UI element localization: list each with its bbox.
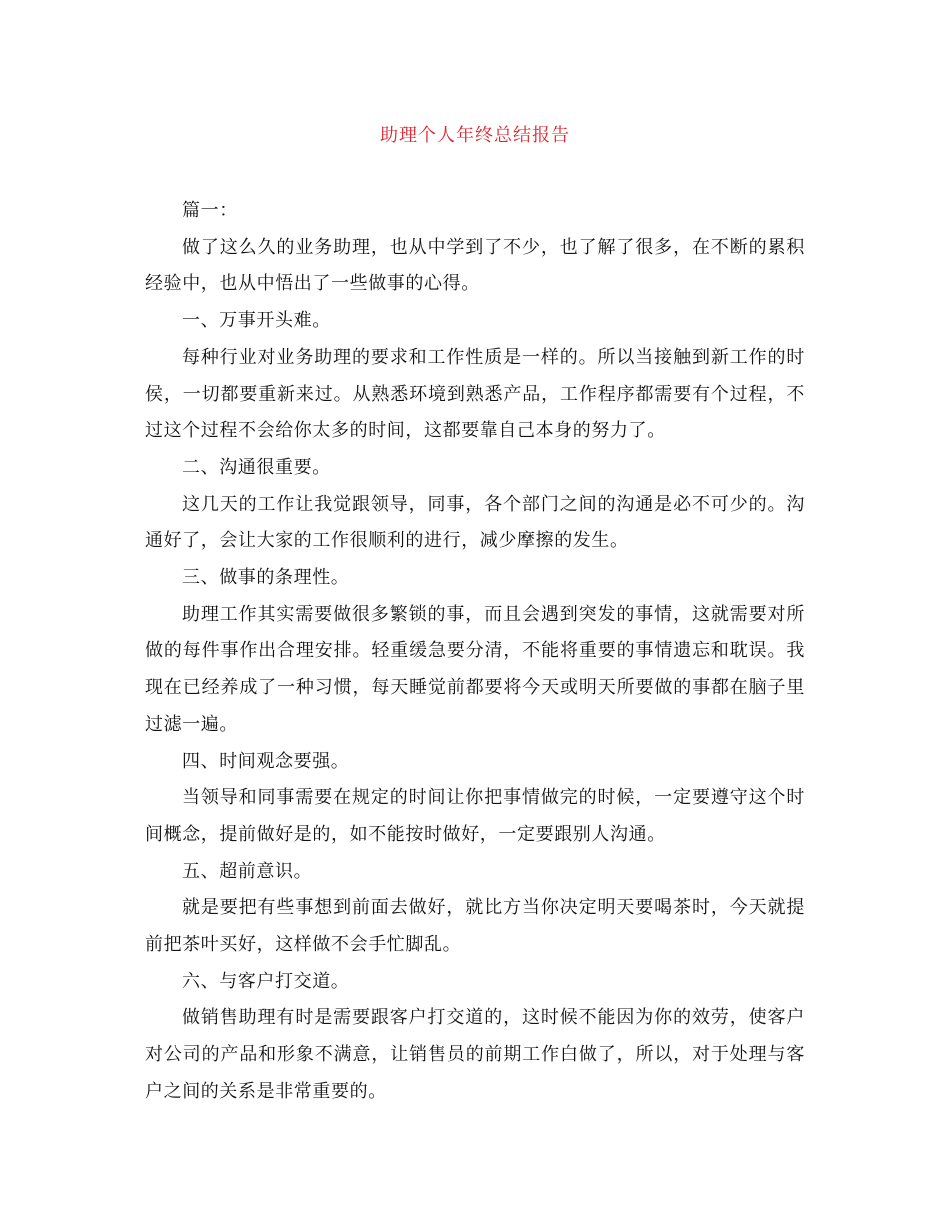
document-title: 助理个人年终总结报告: [380, 125, 570, 146]
paragraph-point-3: 助理工作其实需要做很多繁锁的事，而且会遇到突发的事情，这就需要对所做的每件事作出合理安排。轻重缓急要分清，不能将重要的事情遗忘和耽误。我现在已经养成了一种习惯，每天睡觉前都要将今天或明天所要做的事都在脑子里过滤一遍。: [145, 603, 805, 735]
heading-point-4: 四、时间观念要强。: [182, 750, 350, 772]
paragraph-point-4: 当领导和同事需要在规定的时间让你把事情做完的时候，一定要遵守这个时间概念，提前做好是的，如不能按时做好，一定要跟别人沟通。: [145, 787, 805, 845]
paragraph-section-label: 篇一：: [182, 200, 238, 221]
paragraph-intro: 做了这么久的业务助理，也从中学到了不少，也了解了很多，在不断的累积经验中，也从中悟出了一些做事的心得。: [145, 236, 805, 295]
heading-point-3: 三、做事的条理性。: [182, 567, 350, 589]
paragraph-point-1: 每种行业对业务助理的要求和工作性质是一样的。所以当接触到新工作的时侯，一切都要重新来过。从熟悉环境到熟悉产品，工作程序都需要有个过程，不过这个过程不会给你太多的时间，这都要靠自己本身的努力了。: [145, 346, 805, 442]
heading-point-6: 六、与客户打交道。: [182, 970, 350, 992]
paragraph-point-6: 做销售助理有时是需要跟客户打交道的，这时候不能因为你的效劳，使客户对公司的产品和形象不满意，让销售员的前期工作白做了，所以，对于处理与客户之间的关系是非常重要的。: [145, 1007, 805, 1102]
paragraph-point-5: 就是要把有些事想到前面去做好，就比方当你决定明天要喝茶时，今天就提前把茶叶买好，这样做不会手忙脚乱。: [145, 897, 805, 956]
paragraph-point-2: 这几天的工作让我觉跟领导，同事，各个部门之间的沟通是必不可少的。沟通好了，会让大家的工作很顺利的进行，减少摩擦的发生。: [145, 493, 805, 552]
heading-point-2: 二、沟通很重要。: [182, 456, 331, 478]
heading-point-1: 一、万事开头难。: [182, 310, 331, 332]
document-body: [145, 193, 805, 1111]
heading-point-5: 五、超前意识。: [182, 860, 313, 882]
